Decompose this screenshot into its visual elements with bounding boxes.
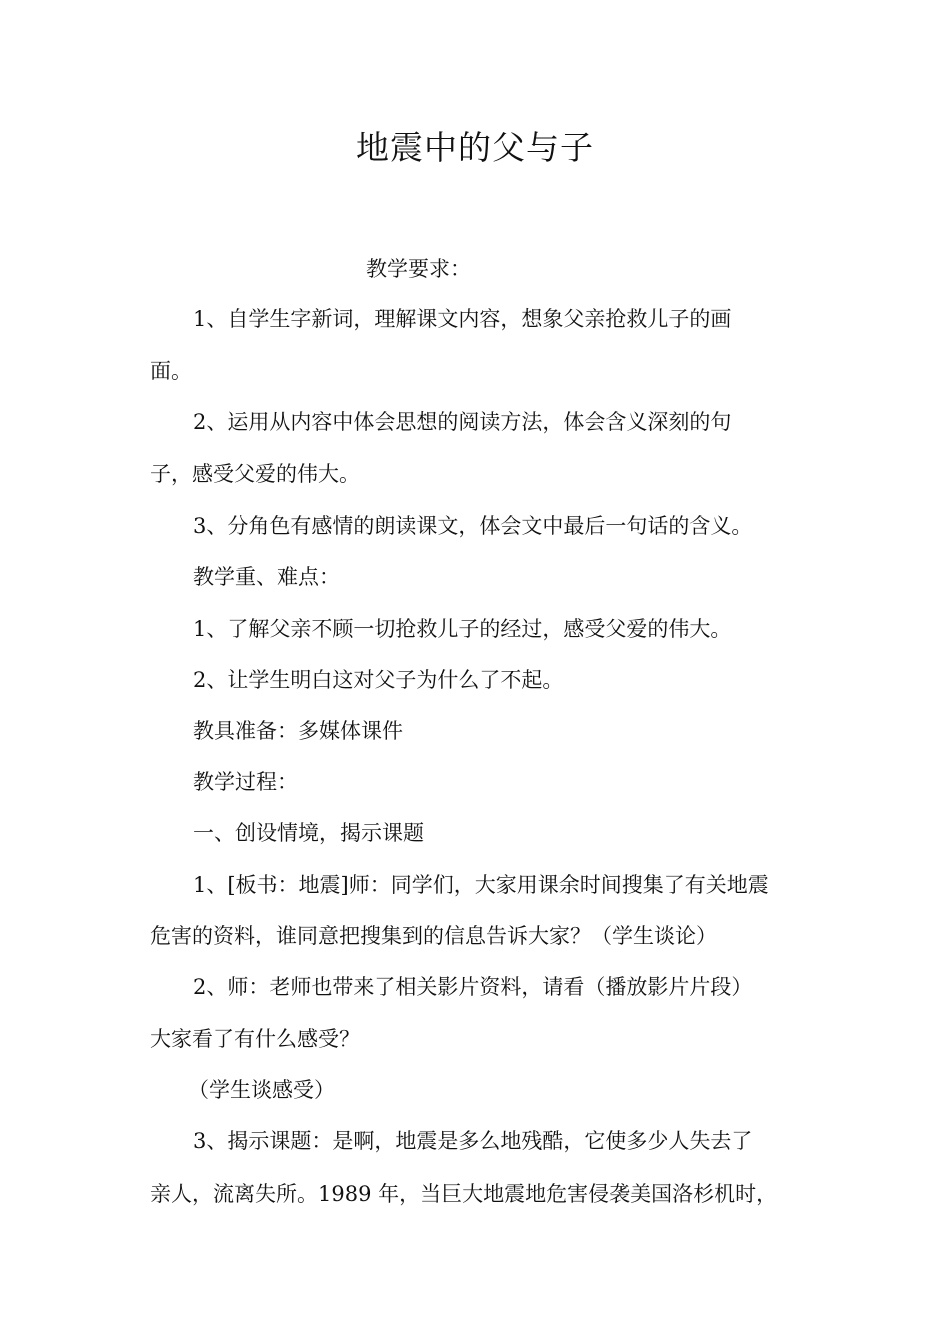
document-title: 地震中的父与子 [356, 128, 594, 167]
paragraph-line: 面。 [150, 359, 192, 383]
paragraph-line: 大家看了有什么感受？ [150, 1027, 360, 1051]
paragraph-line: 2、让学生明白这对父子为什么了不起。 [193, 668, 564, 692]
paragraph-line: 3、分角色有感情的朗读课文，体会文中最后一句话的含义。 [193, 514, 753, 538]
section-heading-key-points: 教学重、难点： [193, 565, 340, 589]
paragraph-line: 3、揭示课题：是啊，地震是多么地残酷，它使多少人失去了 [193, 1129, 753, 1153]
paragraph-line: 2、师：老师也带来了相关影片资料，请看（播放影片片段） [193, 975, 753, 999]
subsection-heading: 一、创设情境，揭示课题 [193, 821, 424, 845]
paragraph-line: 危害的资料，谁同意把搜集到的信息告诉大家？（学生谈论） [150, 924, 717, 948]
paragraph-line: 亲人，流离失所。1989 年，当巨大地震地危害侵袭美国洛杉机时， [150, 1182, 778, 1206]
paragraph-line: 1、[板书：地震]师：同学们，大家用课余时间搜集了有关地震 [193, 873, 769, 897]
section-heading-materials: 教具准备：多媒体课件 [193, 719, 403, 743]
paragraph-line: （学生谈感受） [188, 1078, 335, 1102]
paragraph-line: 1、了解父亲不顾一切抢救儿子的经过，感受父爱的伟大。 [193, 617, 732, 641]
paragraph-line: 1、自学生字新词，理解课文内容，想象父亲抢救儿子的画 [193, 307, 732, 331]
paragraph-line: 2、运用从内容中体会思想的阅读方法，体会含义深刻的句 [193, 410, 732, 434]
section-heading-requirements: 教学要求： [366, 257, 471, 281]
paragraph-line: 子，感受父爱的伟大。 [150, 462, 360, 486]
section-heading-process: 教学过程： [193, 770, 298, 794]
